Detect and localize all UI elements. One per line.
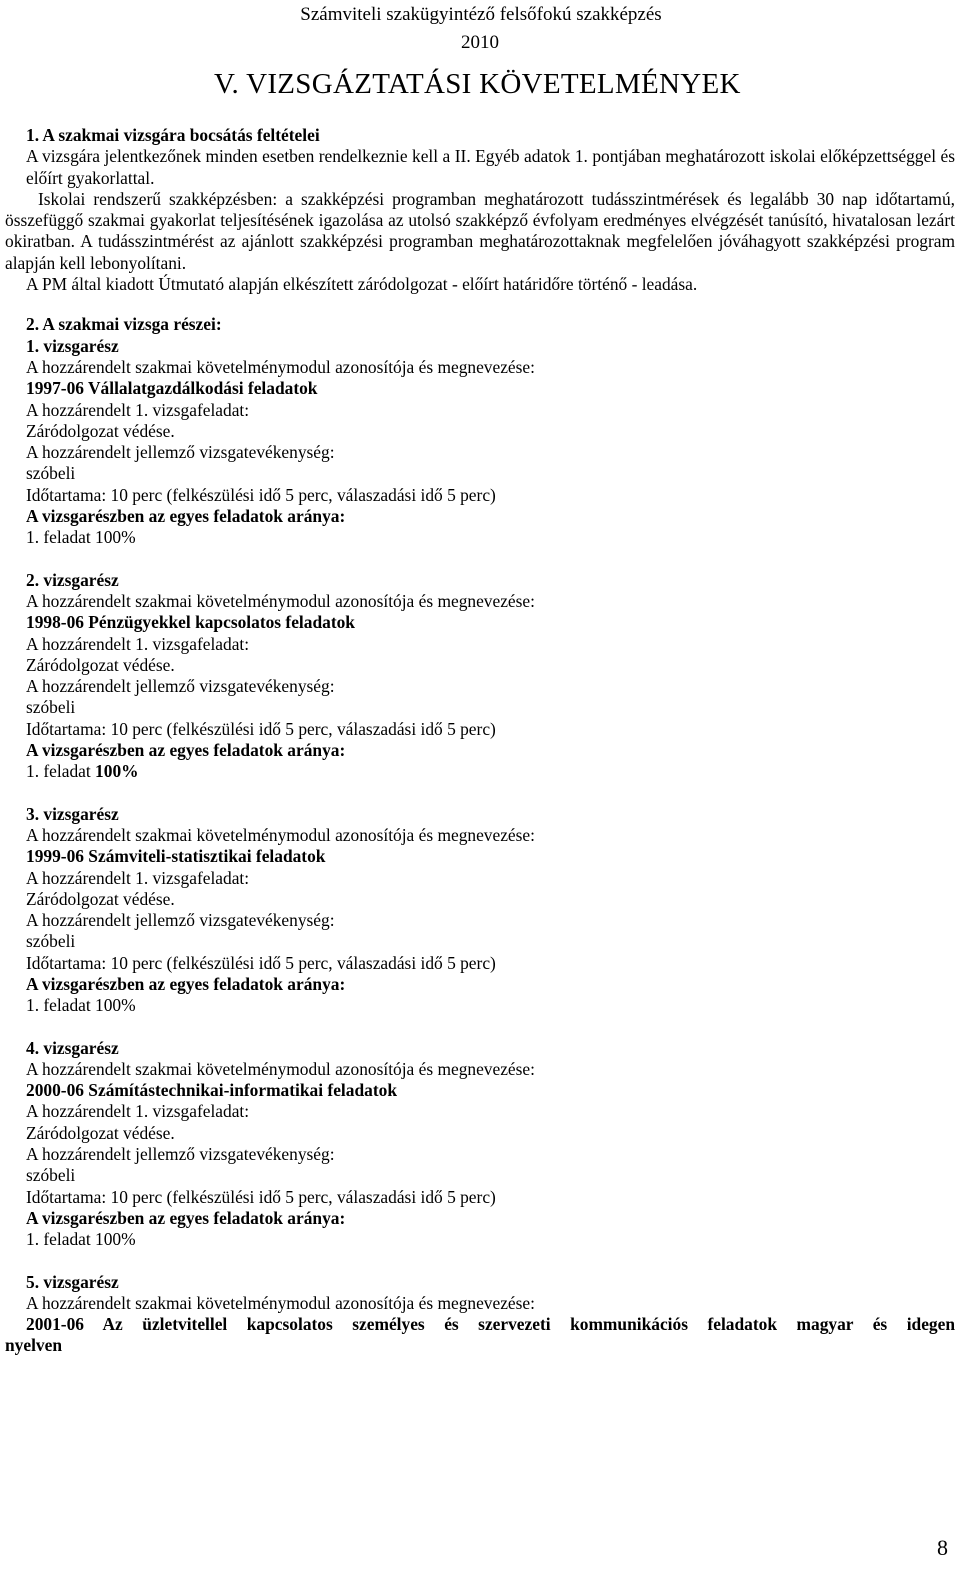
section2-heading: 2. A szakmai vizsga részei: — [26, 314, 222, 335]
part-activity-label: A hozzárendelt jellemző vizsgatevékenység: — [26, 442, 335, 463]
part-title: 4. vizsgarész — [26, 1037, 119, 1058]
part-activity-label: A hozzárendelt jellemző vizsgatevékenység: — [26, 1144, 335, 1165]
part-activity: szóbeli — [26, 1165, 76, 1186]
part-task: Záródolgozat védése. — [26, 420, 175, 441]
part-ratio-prefix: 1. feladat — [26, 761, 96, 782]
part-module-name: 1999-06 Számviteli-statisztikai feladatok — [26, 846, 326, 867]
exam-part-4 — [5, 1038, 955, 1272]
page-number: 8 — [937, 1535, 948, 1560]
section1-paragraph-1: A vizsgára jelentkezőnek minden esetben rendelkeznie kell a II. Egyéb adatok 1. pontjában meghatározott iskolai előképzettséggel és előírt gyakorlattal. — [26, 146, 955, 188]
part-module-name: 2000-06 Számítástechnikai-informatikai feladatok — [26, 1080, 397, 1101]
exam-part-1 — [5, 336, 955, 570]
part-task: Záródolgozat védése. — [26, 1122, 175, 1143]
part-ratio-prefix: 1. feladat 100% — [26, 527, 136, 548]
part-ratio — [5, 761, 955, 782]
part-task: Záródolgozat védése. — [26, 654, 175, 675]
part-module-label: A hozzárendelt szakmai követelménymodul azonosítója és megnevezése: — [26, 356, 535, 377]
part-task-label: A hozzárendelt 1. vizsgafeladat: — [26, 633, 250, 654]
part-module-label: A hozzárendelt szakmai követelménymodul azonosítója és megnevezése: — [26, 1058, 535, 1079]
part-module-label: A hozzárendelt szakmai követelménymodul azonosítója és megnevezése: — [26, 824, 535, 845]
part-ratio-bold: 100% — [95, 761, 139, 782]
part-activity-label: A hozzárendelt jellemző vizsgatevékenység: — [26, 910, 335, 931]
part5-module-name-line2: nyelven — [5, 1335, 63, 1356]
part-duration: Időtartama: 10 perc (felkészülési idő 5 perc, válaszadási idő 5 perc) — [26, 718, 496, 739]
section1-heading: 1. A szakmai vizsgára bocsátás feltételei — [26, 125, 320, 145]
part-title: 2. vizsgarész — [26, 569, 119, 590]
part-ratio-label: A vizsgarészben az egyes feladatok aránya: — [26, 740, 346, 761]
document-body — [5, 125, 955, 1357]
part-activity: szóbeli — [26, 697, 76, 718]
part-activity: szóbeli — [26, 931, 76, 952]
part-ratio-label: A vizsgarészben az egyes feladatok aránya: — [26, 973, 346, 994]
exam-parts — [5, 336, 955, 1272]
exam-part-2 — [5, 570, 955, 804]
part-task-label: A hozzárendelt 1. vizsgafeladat: — [26, 399, 250, 420]
part-module-name: 1998-06 Pénzügyekkel kapcsolatos feladatok — [26, 612, 355, 633]
part-title: 3. vizsgarész — [26, 803, 119, 824]
part-task: Záródolgozat védése. — [26, 888, 175, 909]
chapter-title: V. VIZSGÁZTATÁSI KÖVETELMÉNYEK — [214, 68, 741, 100]
running-header-title: Számviteli szakügyintéző felsőfokú szakképzés — [300, 4, 662, 25]
part-ratio-prefix: 1. feladat 100% — [26, 1229, 136, 1250]
part-task-label: A hozzárendelt 1. vizsgafeladat: — [26, 867, 250, 888]
section1-paragraph-3: A PM által kiadott Útmutató alapján elkészített záródolgozat - előírt határidőre történő - leadása. — [26, 274, 698, 295]
part-module-label: A hozzárendelt szakmai követelménymodul azonosítója és megnevezése: — [26, 590, 535, 611]
part-duration: Időtartama: 10 perc (felkészülési idő 5 perc, válaszadási idő 5 perc) — [26, 1186, 496, 1207]
part5-module-name-line1: 2001-06 Az üzletvitellel kapcsolatos személyes és szervezeti kommunikációs feladatok magyar és idegen — [26, 1314, 955, 1335]
section1-paragraph-2 — [5, 189, 955, 274]
part-ratio-label: A vizsgarészben az egyes feladatok aránya: — [26, 506, 346, 527]
part-activity: szóbeli — [26, 463, 76, 484]
part-duration: Időtartama: 10 perc (felkészülési idő 5 perc, válaszadási idő 5 perc) — [26, 952, 496, 973]
section1-paragraph-2a: Iskolai rendszerű szakképzésben: a szakképzési programban meghatározott tudásszintmérések és legalább 30 nap időtartamú, összefüggő szakmai gyakorlat teljesítésének igazolása az utolsó szakképző évfolyam eredményes elvégzését tanúsító, hivatalosan lezárt okiratban. — [5, 188, 955, 252]
part-duration: Időtartama: 10 perc (felkészülési idő 5 perc, válaszadási idő 5 perc) — [26, 484, 496, 505]
part-module-name: 1997-06 Vállalatgazdálkodási feladatok — [26, 378, 318, 399]
section1-paragraph-2b: A tudásszintmérést az ajánlott szakképzési programban meghatározottaknak megfelelően jóváhagyott szakképzési program alapján kell lebonyolítani. — [5, 231, 955, 273]
part-ratio-label: A vizsgarészben az egyes feladatok aránya: — [26, 1207, 346, 1228]
part-ratio — [5, 995, 955, 1016]
exam-part-3 — [5, 804, 955, 1038]
part5-title: 5. vizsgarész — [26, 1271, 119, 1292]
part-title: 1. vizsgarész — [26, 335, 119, 356]
part-ratio-prefix: 1. feladat 100% — [26, 995, 136, 1016]
running-header-year: 2010 — [461, 32, 499, 53]
part-task-label: A hozzárendelt 1. vizsgafeladat: — [26, 1101, 250, 1122]
part5-module-label: A hozzárendelt szakmai követelménymodul azonosítója és megnevezése: — [26, 1292, 535, 1313]
part-activity-label: A hozzárendelt jellemző vizsgatevékenység: — [26, 676, 335, 697]
part-ratio — [5, 527, 955, 548]
part-ratio — [5, 1229, 955, 1250]
